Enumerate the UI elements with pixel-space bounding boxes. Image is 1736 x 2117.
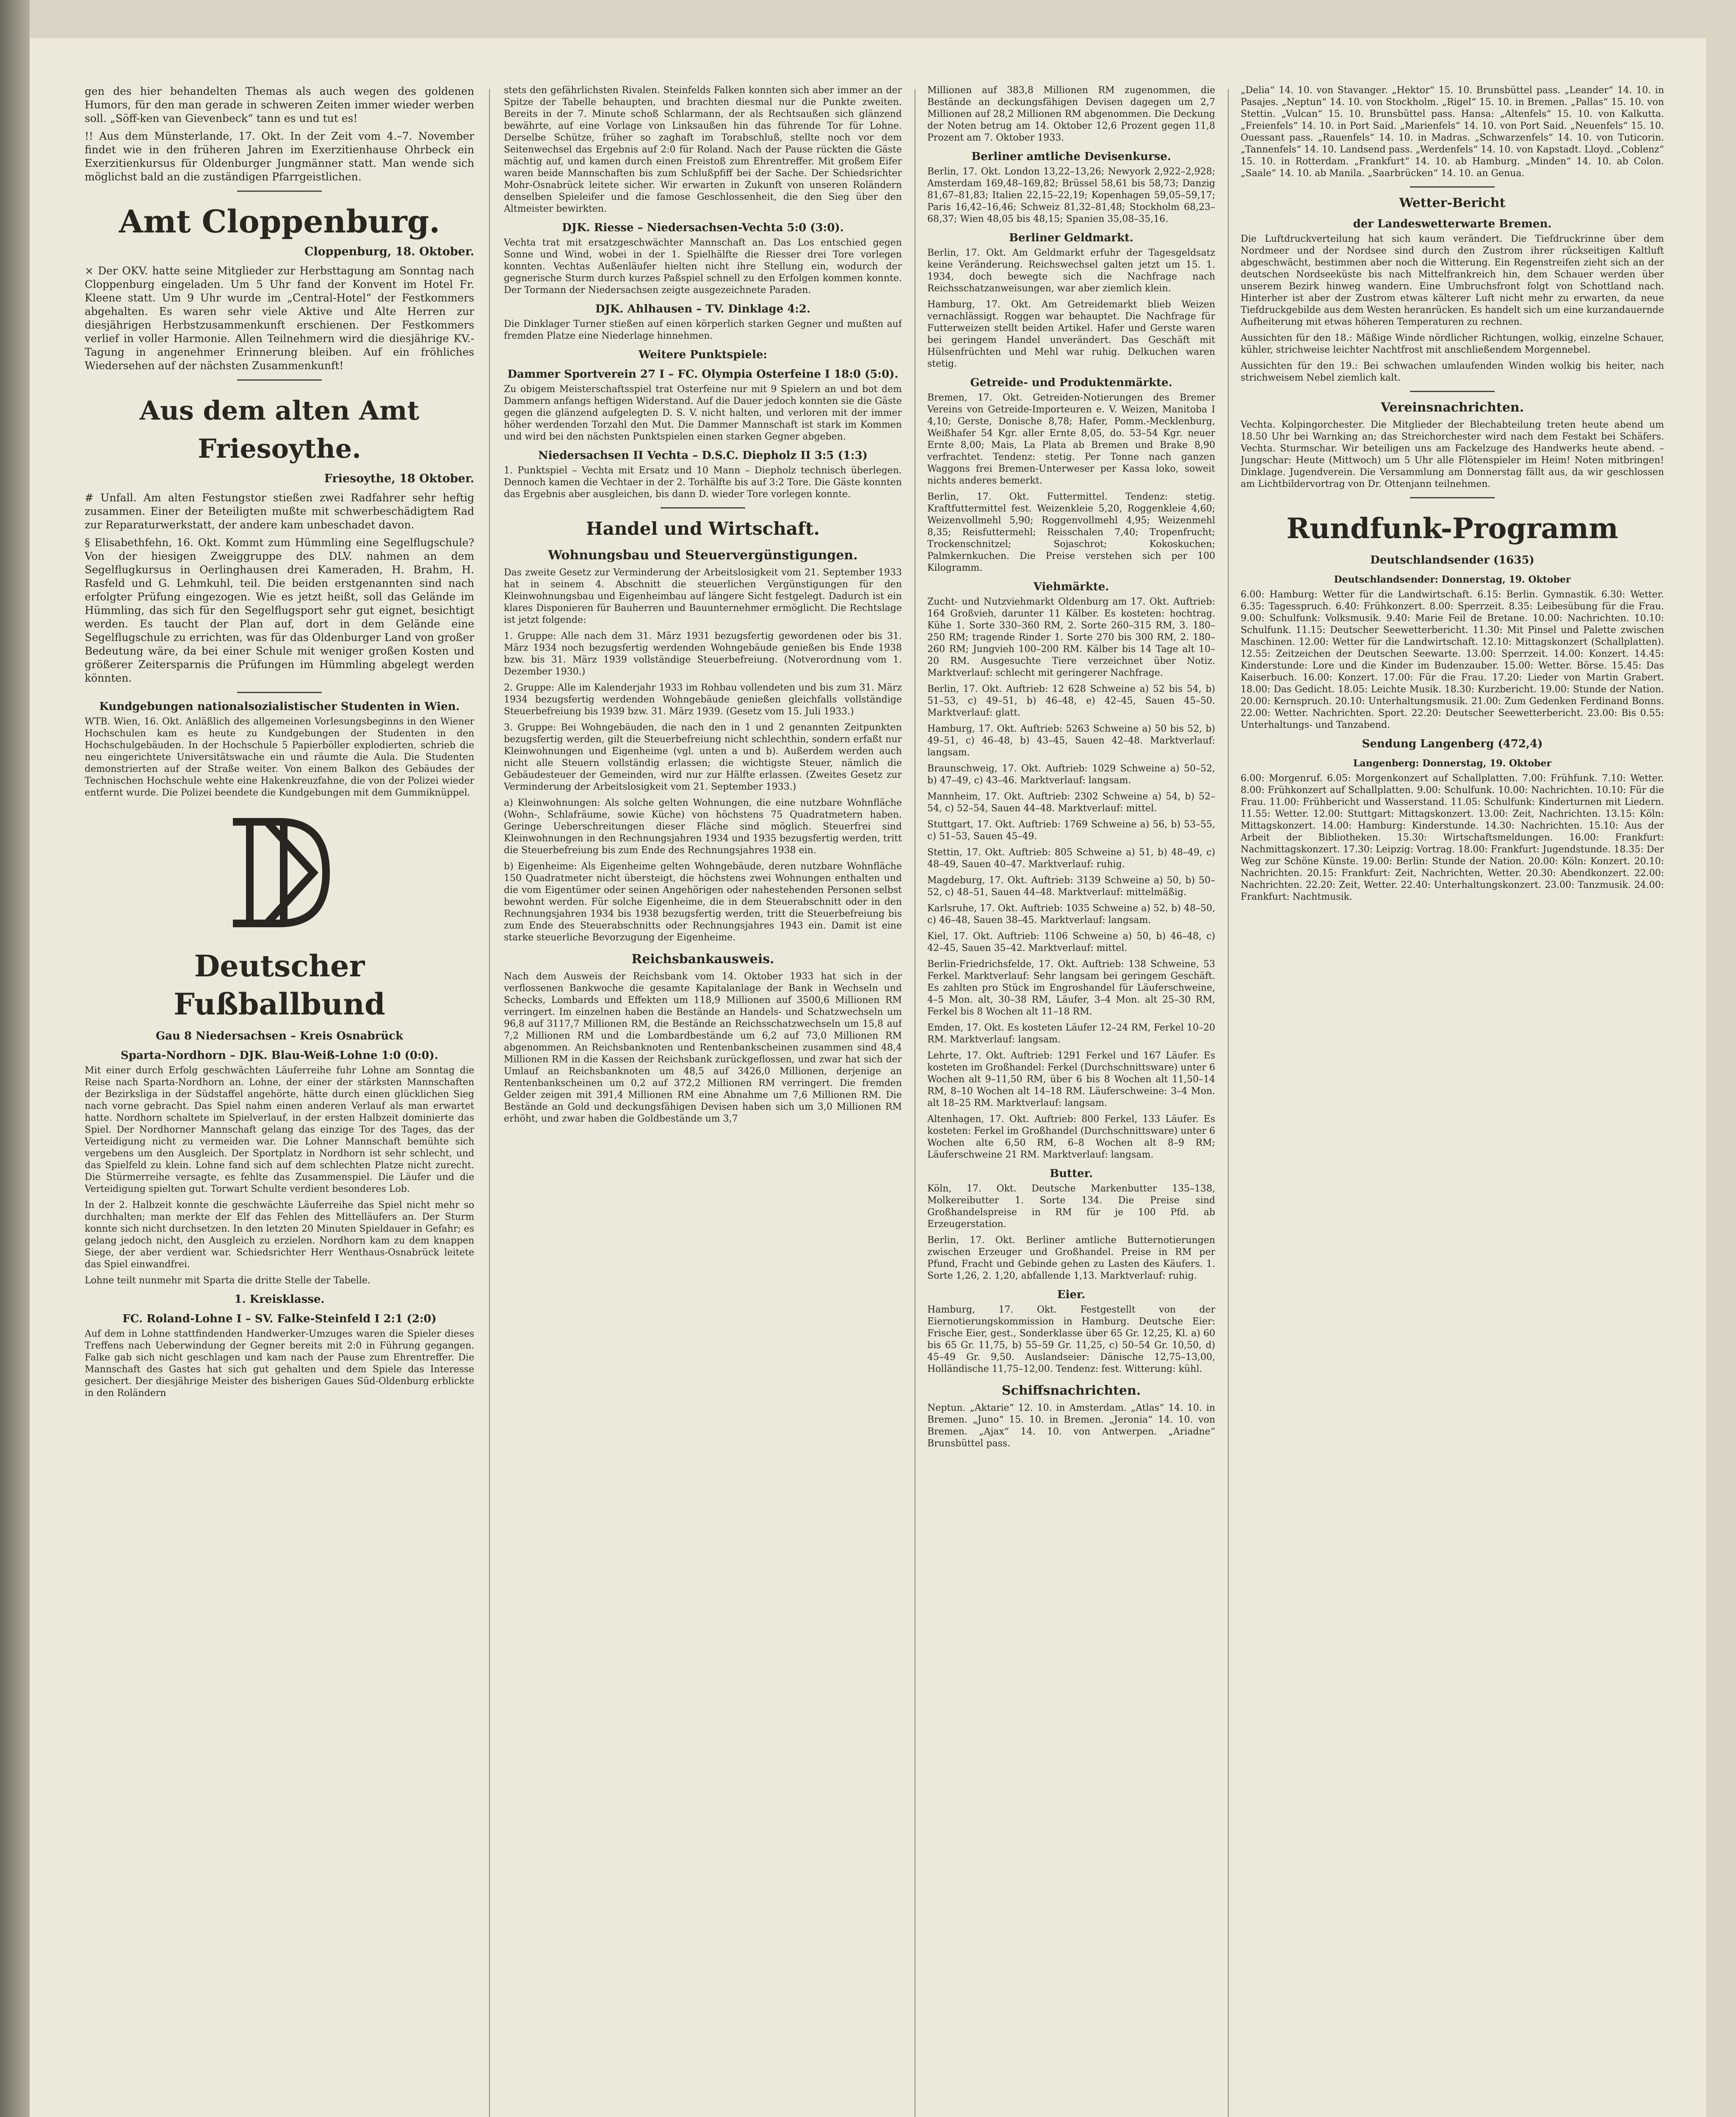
market-report: Emden, 17. Okt. Es kosteten Läufer 12–24 RM, Ferkel 10–20 RM. Marktverlauf: langsam. xyxy=(927,1023,1215,1045)
separator-rule xyxy=(1410,391,1495,392)
article-text: Berlin, 17. Okt. London 13,22–13,26; Newyork 2,922–2,928; Amsterdam 169,48–169,82; Brüssel 58,61 bis 58,73; Danzig 81,67–81,83; Italien 22,15–22,19; Kopenhagen 59,05–59,17; Paris 16,42–16,46; Schweiz 81,32–81,48; Stockholm 68,23–68,37; Wien 48,05 bis 48,15; Spanien 35,08–35,16. xyxy=(927,166,1215,224)
article-text: Zucht- und Nutzviehmarkt Oldenburg am 17. Okt. Auftrieb: 164 Großvieh, darunter 11 Kälber. Es kosteten: hochtrag. Kühe 1. Sorte 330–360 RM, 2. Sorte 260–315 RM, 3. 180–250 RM; tragende Rinder 1. Sorte 270 bis 300 RM, 2. 180–260 RM; Jungvieh 100–200 RM. Kälber bis 14 Tage alt 10–20 RM. Ausgesuchte Tiere verzeichnet über Notiz. Marktverlauf: schlecht mit geringerer Nachfrage. xyxy=(927,597,1215,678)
match-heading: DJK. Riesse – Niedersachsen-Vechta 5:0 (3:0). xyxy=(562,221,844,234)
separator-rule xyxy=(1410,497,1495,498)
article-text: 1. Punktspiel – Vechta mit Ersatz und 10 Mann – Diepholz technisch überlegen. Dennoch kamen die Vechtaer in der 2. Torhälfte bis auf 3:2 Tore. Die Gäste konnten das Ergebnis aber ausgleichen, bis dann D. wieder Tore vorlegen konnte. xyxy=(504,465,902,500)
section-heading: Handel und Wirtschaft. xyxy=(586,518,820,539)
market-report: Karlsruhe, 17. Okt. Auftrieb: 1035 Schweine a) 52, b) 48–50, c) 46–48, Sauen 38–45. Marktverlauf: langsam. xyxy=(927,903,1215,926)
program-date: Langenberg: Donnerstag, 19. Oktober xyxy=(1353,758,1552,769)
section-heading: Aus dem alten Amt Friesoythe. xyxy=(139,395,420,464)
market-report: Magdeburg, 17. Okt. Auftrieb: 3139 Schweine a) 50, b) 50–52, c) 48–51, Sauen 44–48. Marktverlauf: mittelmäßig. xyxy=(927,875,1215,898)
article-heading: Sendung Langenberg (472,4) xyxy=(1362,738,1543,750)
article-heading: Wohnungsbau und Steuervergünstigungen. xyxy=(548,548,858,563)
radio-program: 6.00: Hamburg: Wetter für die Landwirtschaft. 6.15: Berlin. Gymnastik. 6.30: Wetter. 6.35: Tagesspruch. 6.40: Frühkonzert. 8.00: Sperrzeit. 8.35: Leibesübung für die Frau. 9.00: Schulfunk: Volksmusik. 9.40: Marie Feil de Bretane. 10.00: Nachrichten. 10.10: Schulfunk. 11.15: Deutscher Seewetterbericht. 11.30: Mit Pinsel und Palette zwischen Maschinen. 12.00: Wetter für die Landwirtschaft. 12.10: Mittagskonzert (Schallplatten). 12.55: Zeitzeichen der Deutschen Seewarte. 13.00: Sperrzeit. 14.00: Konzert. 14.45: Kinderstunde: Lore und die Kinder im Budenzauber. 15.00: Wetter. Börse. 15.45: Das Kaiserbuch. 16.00: Konzert. 17.00: Für die Frau. 17.20: Lieder von Martin Grabert. 18.00: Das Gedicht. 18.05: Leichte Musik. 18.30: Kurzbericht. 19.00: Stunde der Nation. 20.00: Kernspruch. 20.10: Unterhaltungsmusik. 21.00: Zum Gedenken Ferdinand Bonns. 22.00: Wetter. Nachrichten. Sport. 22.20: Deutscher Seewetterbericht. 23.00: Bis 0.55: Unterhaltungs- und Tanzabend. xyxy=(1241,589,1664,730)
market-report: Berlin-Friedrichsfelde, 17. Okt. Auftrieb: 138 Schweine, 53 Ferkel. Marktverlauf: Sehr langsam bei geringem Geschäft. Es zahlten pro Stück im Engroshandel für Läuferschweine, 4–5 Mon. alt, 30–38 RM, Läufer, 3–4 Mon. alt 25–30 RM, Ferkel bis 8 Wochen alt 11–18 RM. xyxy=(927,959,1215,1017)
article-text: a) Kleinwohnungen: Als solche gelten Wohnungen, die eine nutzbare Wohnfläche (Wohn-, Schlafräume, sowie Küche) von höchstens 75 Quadratmetern haben. Geringe Ueberschreitungen dieser Fläche sind möglich. Steuerfrei sind Kleinwohnungen in den Rechnungsjahren 1934 und 1935 bezugsfertig werden, tritt die Steuerbefreiung bis zum Ende des Rechnungsjahres 1938 ein. xyxy=(504,798,902,856)
article-text: „Delia“ 14. 10. von Stavanger. „Hektor“ 15. 10. Brunsbüttel pass. „Leander“ 14. 10. in Pasajes. „Neptun“ 14. 10. von Stockholm. „Rigel“ 15. 10. in Bremen. „Pallas“ 15. 10. von Stettin. „Vulcan“ 15. 10. Brunsbüttel pass. Hansa: „Altenfels“ 15. 10. von Kalkutta. „Freienfels“ 14. 10. in Port Said. „Marienfels“ 14. 10. von Port Said. „Neuenfels“ 15. 10. Ouessant pass. „Rauenfels“ 14. 10. in Madras. „Schwarzenfels“ 14. 10. von Tuticorin. „Tannenfels“ 14. 10. Landsend pass. „Werdenfels“ 14. 10. von Kapstadt. Lloyd. „Coblenz“ 15. 10. in Rotterdam. „Frankfurt“ 14. 10. ab Hamburg. „Minden“ 14. 10. ab Colon. „Saale“ 14. 10. ab Manila. „Saarbrücken“ 14. 10. an Genua. xyxy=(1241,85,1664,179)
article-heading: Reichsbankausweis. xyxy=(631,952,774,967)
section-heading: Schiffsnachrichten. xyxy=(1001,1383,1141,1398)
article-text: Millionen auf 383,8 Millionen RM zugenommen, die Bestände an deckungsfähigen Devisen dagegen um 2,7 Millionen auf 28,2 Millionen RM abgenommen. Die Deckung der Noten betrug am 14. Oktober 12,6 Prozent gegen 11,8 Prozent am 7. Oktober 1933. xyxy=(927,85,1215,143)
article-text: Vechta trat mit ersatzgeschwächter Mannschaft an. Das Los entschied gegen Sonne und Wind, wobei in der 1. Spielhälfte die Riesser drei Tore vorlegen konnten. Vechtas Außenläufer hielten nicht ihre Stellung ein, wodurch der gegnerische Sturm durch kurzes Paßspiel schnell zu den Erfolgen kommen konnte. Der Tormann der Niedersachsen zeigte ausgezeichnete Paraden. xyxy=(504,238,902,296)
article-text: WTB. Wien, 16. Okt. Anläßlich des allgemeinen Vorlesungsbeginns in den Wiener Hochschulen kam es heute zu Kundgebungen der Studenten in den Hochschulgebäuden. In der Hochschule 5 Papierböller explodierten, schrieb die neu eingerichtete Universitätswache ein und räumte die Aula. Die Studenten demonstrierten auf der Straße weiter. Von einem Balkon des Gebäudes der Technischen Hochschule wehte eine Hakenkreuzfahne, die von der Polizei wieder entfernt wurde. Die Polizei beendete die Kundgebungen mit dem Gummiknüppel. xyxy=(85,716,474,798)
newspaper-page xyxy=(30,38,1706,2117)
separator-rule xyxy=(237,191,322,192)
match-heading: DJK. Ahlhausen – TV. Dinklage 4:2. xyxy=(595,303,811,315)
section-heading: Amt Cloppenburg. xyxy=(119,204,440,240)
column-2 xyxy=(504,85,902,1129)
market-report: Stuttgart, 17. Okt. Auftrieb: 1769 Schweine a) 56, b) 53–55, c) 51–53, Sauen 45–49. xyxy=(927,819,1215,842)
match-heading: FC. Roland-Lohne I – SV. Falke-Steinfeld I 2:1 (2:0) xyxy=(122,1313,437,1325)
article-text: Zu obigem Meisterschaftsspiel trat Osterfeine nur mit 9 Spielern an und bot dem Dammern anfangs heftigen Widerstand. Auf die Dauer jedoch konnten sie die Gäste gegen die glänzend aufgelegten D. S. V. nicht halten, und verloren mit der immer höher werdenden Torzahl den Mut. Die Dammer Mannschaft ist stark im Kommen und wird bei den nächsten Punktspielen einen starken Gegner abgeben. xyxy=(504,384,902,442)
market-report: Altenhagen, 17. Okt. Auftrieb: 800 Ferkel, 133 Läufer. Es kosteten: Ferkel im Großhandel (Durchschnittsware) unter 6 Wochen alte 6,50 RM, 6–8 Wochen alt 8–9 RM; Läuferschweine 21 RM. Marktverlauf: langsam. xyxy=(927,1114,1215,1160)
market-report: Stettin, 17. Okt. Auftrieb: 805 Schweine a) 51, b) 48–49, c) 48–49, Sauen 40–47. Marktverlauf: ruhig. xyxy=(927,847,1215,870)
article-text: 3. Gruppe: Bei Wohngebäuden, die nach den in 1 und 2 genannten Zeitpunkten bezugsfertig werden, gilt die Steuerbefreiung nicht schlechthin, sondern erfaßt nur Kleinwohnungen und Eigenheime (vgl. unten a und b). Außerdem werden auch nicht alle Steuern vollständig erlassen; die wichtigste Steuer, nämlich die Gebäudesteuer der Gemeinden, wird nur zur Hälfte erlassen. (Zweites Gesetz zur Verminderung der Arbeitslosigkeit vom 21. September 1933.) xyxy=(504,722,902,792)
article-heading: Berliner amtliche Devisenkurse. xyxy=(971,150,1171,163)
section-heading: Rundfunk-Programm xyxy=(1286,512,1618,545)
market-report: Berlin, 17. Okt. Auftrieb: 12 628 Schweine a) 52 bis 54, b) 51–53, c) 49–51, b) 46–48, e) 42–45, Sauen 45–50. Marktverlauf: glatt. xyxy=(927,684,1215,718)
article-text: In der 2. Halbzeit konnte die geschwächte Läuferreihe das Spiel nicht mehr so durchhalten; man merkte der Elf das Fehlen des Mittelläufers an. Der Sturm konnte sich nicht durchsetzen. In den letzten 20 Minuten Spieldauer in Gefahr; es gelang jedoch nicht, den Ausgleich zu erzielen. Nordhorn kam zu dem knappen Siege, der aber verdient war. Schiedsrichter Herr Wenthaus-Osnabrück leitete das Spiel einwandfrei. xyxy=(85,1200,474,1270)
article-text: Die Luftdruckverteilung hat sich kaum verändert. Die Tiefdruckrinne über dem Nordmeer und der Nordsee sind durch den Zustrom ihrer rückseitigen Kaltluft abgeschwächt, bestimmen aber noch die Witterung. Ein Regenstreifen zieht sich an der deutschen Nordseeküste bis nach Mittelfrankreich hin, dem Schauer werden über unserem Bezirk hinweg wandern. Eine Umbruchsfront folgt von Schottland nach. Hinterher ist aber der Zustrom etwas kälterer Luft nicht mehr zu erwarten, da neue Tiefdruckgebilde aus dem Westen heranrücken. Es handelt sich um eine kurzandauernde Aufheiterung mit etwas höheren Temperaturen zu rechnen. xyxy=(1241,234,1664,327)
article-subheading: der Landeswetterwarte Bremen. xyxy=(1353,218,1552,230)
article-heading: Butter. xyxy=(1050,1167,1093,1180)
market-report: Berlin, 17. Okt. Berliner amtliche Butternotierungen zwischen Erzeuger und Großhandel. Preise in RM per Pfund, Fracht und Gebinde gehen zu Lasten des Käufers. 1. Sorte 1,26, 2. 1,20, abfallende 1,13. Marktverlauf: ruhig. xyxy=(927,1235,1215,1281)
article-text: Berlin, 17. Okt. Am Geldmarkt erfuhr der Tagesgeldsatz keine Veränderung. Reichswechsel galten jetzt um 15. 1. 1934, doch bewegte sich die Nachfrage nach Reichsschatzanweisungen, war aber ziemlich klein. xyxy=(927,248,1215,294)
radio-program: 6.00: Morgenruf. 6.05: Morgenkonzert auf Schallplatten. 7.00: Frühfunk. 7.10: Wetter. 8.00: Frühkonzert auf Schallplatten. 9.00: Schulfunk. 10.00: Nachrichten. 10.10: Für die Frau. 11.00: Frühbericht und Wasserstand. 11.05: Schulfunk: Kinderturnen mit Liedern. 11.55: Wetter. 12.00: Stuttgart: Mittagskonzert. 13.00: Zeit, Nachrichten. 13.15: Köln: Mittagskonzert. 14.00: Hamburg: Kinderstunde. 14.30: Nachrichten. 15.10: Aus der Arbeit der Bibliotheken. 15.30: Wirtschaftsmeldungen. 16.00: Frankfurt: Nachmittagskonzert. 17.30: Leipzig: Vortrag. 18.00: Frankfurt: Jugendstunde. 18.35: Der Weg zur Schöne Künste. 19.00: Berlin: Stunde der Nation. 20.00: Köln: Konzert. 20.10: Nachrichten. 20.15: Frankfurt: Zeit, Nachrichten, Wetter. 20.30: Abendkonzert. 22.00: Nachrichten. 22.20: Zeit, Wetter. 22.40: Unterhaltungskonzert. 23.00: Tanzmusik. 24.00: Frankfurt: Nachtmusik. xyxy=(1241,773,1664,902)
article-text: Neptun. „Aktarie“ 12. 10. in Amsterdam. „Atlas“ 14. 10. in Bremen. „Juno“ 15. 10. in Bremen. „Jeronia“ 14. 10. von Bremen. „Ajax“ 14. 10. von Antwerpen. „Ariadne“ Brunsbüttel pass. xyxy=(927,1403,1215,1449)
match-heading: Dammer Sportverein 27 I – FC. Olympia Osterfeine I 18:0 (5:0). xyxy=(507,368,898,381)
article-text: Aussichten für den 19.: Bei schwachen umlaufenden Winden wolkig bis heiter, nach strichweisem Nebel ziemlich kalt. xyxy=(1241,361,1664,383)
article-text: 1. Gruppe: Alle nach dem 31. März 1931 bezugsfertig gewordenen oder bis 31. März 1934 noch bezugsfertig werdenden Wohngebäude genießen bis Ende 1938 bzw. bis 31. März 1939 vollständige Steuerbefreiung. (Notverordnung vom 1. Dezember 1930.) xyxy=(504,631,902,677)
separator-rule xyxy=(237,379,322,381)
article-heading: Gau 8 Niedersachsen – Kreis Osnabrück xyxy=(155,1030,404,1042)
article-text: Berlin, 17. Okt. Futtermittel. Tendenz: stetig. Kraftfuttermittel fest. Weizenkleie 5,20, Roggenkleie 4,60; Weizenvollmehl 5,90; Roggenvollmehl 4,95; Weizenmehl 8,35; Reisfuttermehl; Reisschalen 7,40; Tropenfrucht; Trockenschnitzel; Sojaschrot; Kokoskuchen; Palmkernkuchen. Die Preise verstehen sich per 100 Kilogramm. xyxy=(927,492,1215,573)
article-heading: Berliner Geldmarkt. xyxy=(1009,232,1134,244)
article-heading: Viehmärkte. xyxy=(1033,580,1109,593)
market-report: Hamburg, 17. Okt. Auftrieb: 5263 Schweine a) 50 bis 52, b) 49–51, c) 46–48, b) 43–45, Sauen 42–48. Marktverlauf: langsam. xyxy=(927,724,1215,758)
binding-edge xyxy=(0,0,30,2117)
market-report: Lehrte, 17. Okt. Auftrieb: 1291 Ferkel und 167 Läufer. Es kosteten im Großhandel: Ferkel (Durchschnittsware) unter 6 Wochen alt 9–11,50 RM, über 6 bis 8 Wochen alt 11,50–14 RM, 8–10 Wochen alt 14–18 RM. Läuferschweine: 3–4 Mon. alt 18–25 RM. Marktverlauf: langsam. xyxy=(927,1050,1215,1108)
separator-rule xyxy=(237,692,322,693)
article-text: § Elisabethfehn, 16. Okt. Kommt zum Hümmling eine Segelflugschule? Von der hiesigen Zweiggruppe des DLV. nahmen an dem Segelflugkursus in Oerlinghausen drei Kameraden, H. Brahm, H. Rasfeld und G. Lehmkuhl, teil. Die beiden erstgenannten sind nach erfolgter Prüfung eingezogen. Wie es jetzt heißt, soll das Gelände im Hümmling, das sich für den Segelflugsport sehr gut eignet, besichtigt werden. Es taucht der Plan auf, dort in dem Gelände eine Segelflugschule zu errichten, was für das Oldenburger Land von großer Bedeutung wäre, da bei einer Schule mit weniger großen Kosten und größerer Zeitersparnis die Prüfungen im Hümmling abgelegt werden könnten. xyxy=(85,536,474,684)
column-3 xyxy=(927,85,1215,1454)
article-text: Das zweite Gesetz zur Verminderung der Arbeitslosigkeit vom 21. September 1933 hat in seinem 4. Abschnitt die steuerlichen Vergünstigungen für den Kleinwohnungsbau und Eigenheimbau auf längere Sicht festgelegt. Dadurch ist ein klares Disponieren für Bauherren und Bauunternehmer ermöglicht. Die Rechtslage ist jetzt folgende: xyxy=(504,567,902,625)
article-text: Hamburg, 17. Okt. Am Getreidemarkt blieb Weizen vernachlässigt. Roggen war behauptet. Die Nachfrage für Futterweizen stellt beiden Artikel. Hafer und Gerste waren bei geringem Handel unverändert. Das Geschäft mit Hülsenfrüchten und Mehl war ruhig. Delkuchen waren stetig. xyxy=(927,299,1215,369)
article-text: Lohne teilt nunmehr mit Sparta die dritte Stelle der Tabelle. xyxy=(85,1275,370,1286)
article-heading: Deutschlandsender (1635) xyxy=(1370,554,1534,567)
article-text: Auf dem in Lohne stattfindenden Handwerker-Umzuges waren die Spieler dieses Treffens nach Ueberwindung der Gegner bereits mit 2:0 in Führung gegangen. Falke gab sich nicht geschlagen und kam nach der Pause zum Ehrentreffer. Die Mannschaft des Gastes hat sich gut gehalten und dem Spiele das Interesse gesichert. Der diesjährige Meister des bisherigen Gaues Süd-Oldenburg erblickte in den Roländern xyxy=(85,1329,474,1398)
article-heading: Kundgebungen nationalsozialistischer Studenten in Wien. xyxy=(99,700,460,713)
article-text: 2. Gruppe: Alle im Kalenderjahr 1933 im Rohbau vollendeten und bis zum 31. März 1934 bezugsfertig werdenden Wohngebäude genießen gleichfalls vollständige Steuerbefreiung bis 1939 bzw. 31. März 1939. (Gesetz vom 15. Juli 1933.) xyxy=(504,683,902,717)
column-rule xyxy=(489,89,490,2117)
program-date: Deutschlandsender: Donnerstag, 19. Oktober xyxy=(1334,574,1571,585)
market-report: Köln, 17. Okt. Deutsche Markenbutter 135–138, Molkereibutter 1. Sorte 134. Die Preise sind Großhandelspreise in RM für je 100 Pfd. ab Erzeugerstation. xyxy=(927,1183,1215,1230)
article-text: Mit einer durch Erfolg geschwächten Läuferreihe fuhr Lohne am Sonntag die Reise nach Sparta-Nordhorn an. Lohne, der einer der stärksten Mannschaften der Bezirksliga in der Südstaffel angehörte, hätte durch einen glücklichen Sieg nach vorne gebracht. Das Spiel nahm einen anderen Verlauf als man erwartet hatte. Nordhorn schaltete im Spielverlauf, in der ersten Halbzeit dominierte das Spiel. Der Nordhorner Mannschaft gelang das einzige Tor des Tages, das der Verteidigung nicht zu vermeiden war. Die Lohner Mannschaft bemühte sich vergebens um den Ausgleich. Der Sportplatz in Nordhorn ist sehr schlecht, und das Spielfeld zu klein. Lohne fand sich auf dem schlechten Platze nicht zurecht. Die Stürmerreihe versagte, es fehlte das Zusammenspiel. Die Läufer und die Verteidigung spielten gut. Torwart Schulte verdient besonderes Lob. xyxy=(85,1065,474,1194)
dateline: Friesoythe, 18 Oktober. xyxy=(324,472,474,485)
separator-rule xyxy=(1410,186,1495,188)
article-text: Aussichten für den 18.: Mäßige Winde nördlicher Richtungen, wolkig, einzelne Schauer, kühler, strichweise leichter Nachtfrost mit anschließendem Morgennebel. xyxy=(1241,333,1664,355)
market-report: Hamburg, 17. Okt. Festgestellt von der Eiernotierungskommission in Hamburg. Deutsche Eier: Frische Eier, gest., Sonderklasse über 65 Gr. 12,25, Kl. a) 60 bis 65 Gr. 11,75, b) 55–59 Gr. 11,25, c) 50–54 Gr. 10,50, d) 45–49 Gr. 9,50. Auslandseier: Dänische 12,75–13,00, Holländische 11,75–12,00. Tendenz: fest. Witterung: kühl. xyxy=(927,1304,1215,1374)
article-text: # Unfall. Am alten Festungstor stießen zwei Radfahrer sehr heftig zusammen. Einer der Beteiligten mußte mit schwerbeschädigtem Rad zur Reparaturwerkstatt, der andere kam unbeschadet davon. xyxy=(85,492,474,531)
article-heading: Eier. xyxy=(1057,1288,1086,1301)
article-text: Vechta. Kolpingorchester. Die Mitglieder der Blechabteilung treten heute abend um 18.50 Uhr bei Warnking an; das Streichorchester wird nach dem Festakt bei Schäfers. Vechta. Sturmschar. Wir beteiligen uns am Fackelzuge des Handwerks heute abend. – Jungschar: Heute (Mittwoch) um 5 Uhr alle Flötenspieler im Heim! Noten mitbringen! Dinklage. Jugendverein. Die Versammlung am Donnerstag fällt aus, da wir geschlossen am Lichtbildervortrag von Dr. Ottenjann teilnehmen. xyxy=(1241,420,1664,489)
section-heading: Wetter-Bericht xyxy=(1399,196,1506,210)
market-report: Kiel, 17. Okt. Auftrieb: 1106 Schweine a) 50, b) 46–48, c) 42–45, Sauen 35–42. Marktverlauf: mittel. xyxy=(927,931,1215,953)
market-report: Braunschweig, 17. Okt. Auftrieb: 1029 Schweine a) 50–52, b) 47–49, c) 43–46. Marktverlauf: langsam. xyxy=(927,763,1215,786)
column-4 xyxy=(1241,85,1664,907)
section-heading: Deutscher Fußballbund xyxy=(174,948,385,1022)
article-text: !! Aus dem Münsterlande, 17. Okt. In der Zeit vom 4.–7. November findet wie in den früheren Jahren im Exerzitienhause Ohrbeck ein Exerzitienkursus für Oldenburger Jungmänner statt. Man wende sich möglichst bald an die zuständigen Pfarrgeistlichen. xyxy=(85,130,474,183)
section-heading: Vereinsnachrichten. xyxy=(1380,400,1524,415)
dfb-eagle-logo-icon xyxy=(216,809,343,936)
article-heading: Weitere Punktspiele: xyxy=(639,348,767,361)
article-text: Nach dem Ausweis der Reichsbank vom 14. Oktober 1933 hat sich in der verflossenen Bankwoche die gesamte Kapitalanlage der Bank in Wechseln und Schecks, Lombards und Effekten um 118,9 Millionen auf 3500,6 Millionen RM verringert. Im einzelnen haben die Bestände an Handels- und Schatzwechseln um 96,8 auf 3117,7 Millionen RM, die Bestände an Reichsschatzwechseln um 15,8 auf 7,2 Millionen RM und die Lombardbestände um 6,2 auf 73,0 Millionen RM abgenommen. An Reichsbanknoten und Rentenbankscheinen zusammen sind 48,4 Millionen RM in die Kassen der Reichsbank zurückgeflossen, und zwar hat sich der Umlauf an Reichsbanknoten um 48,5 auf 3426,0 Millionen, derjenige an Rentenbankscheinen um 0,2 auf 372,2 Millionen RM verringert. Die fremden Gelder zeigen mit 391,4 Millionen RM eine Abnahme um 7,6 Millionen RM. Die Bestände an Gold und deckungsfähigen Devisen haben sich um 3,0 Millionen RM erhöht, und zwar haben die Goldbestände um 3,7 xyxy=(504,971,902,1124)
article-text: Bremen, 17. Okt. Getreiden-Notierungen des Bremer Vereins von Getreide-Importeuren e. V. Weizen, Manitoba I 4,10; Gerste, Donische 8,78; Hafer, Pomm.-Mecklenburg, Weißhafer 54 Kgr. aller Ernte 8,05, do. 53–54 Kgr. neuer Ernte 8,00; Mais, La Plata ab Bremen und Brake 8,90 verfrachtet. Tendenz: stetig. Per Tonne nach ganzen Waggons frei Bremen-Unterweser per Kassa loko, soweit nichts anderes bemerkt. xyxy=(927,392,1215,486)
column-rule xyxy=(1228,89,1229,2117)
article-heading: 1. Kreisklasse. xyxy=(234,1293,325,1306)
article-text: stets den gefährlichsten Rivalen. Steinfelds Falken konnten sich aber immer an der Spitze der Tabelle behaupten, und brachten diesmal nur die Punkte zweiten. Bereits in der 7. Minute schoß Schlarmann, der als Rechtsaußen sich glänzend bewährte, auf eine Vorlage von Linksaußen hin das führende Tor für Lohne. Derselbe Schütze, früher so zaghaft im Torabschluß, stellte noch vor dem Seitenwechsel das Ergebnis auf 2:0 für Roland. Nach der Pause rückten die Gäste mächtig auf, und kamen durch einen Freistoß zum Ehrentreffer. Mit großem Eifer waren beide Mannschaften bis zum Schlußpfiff bei der Sache. Der Schiedsrichter Mohr-Osnabrück leitete sicher. Wir erwarten in Zukunft von unseren Roländern denselben Spieleifer und die famose Geschlossenheit, die den Sieg über den Altmeister bewirkten. xyxy=(504,85,902,214)
match-heading: Sparta-Nordhorn – DJK. Blau-Weiß-Lohne 1:0 (0:0). xyxy=(121,1049,438,1062)
article-text: b) Eigenheime: Als Eigenheime gelten Wohngebäude, deren nutzbare Wohnfläche 150 Quadratmeter nicht übersteigt, die höchstens zwei Wohnungen enthalten und die vom Eigentümer oder seinen Angehörigen oder nahestehenden Personen selbst bewohnt werden. Für solche Eigenheime, die in dem Steuerabschnitt oder in den Rechnungsjahren 1934 bis 1938 bezugsfertig werden, tritt die Steuerbefreiung bis zum Ende des Steuerabschnitts oder Rechnungsjahres 1943 ein. Damit ist eine starke steuerliche Bevorzugung der Eigenheime. xyxy=(504,861,902,943)
separator-rule xyxy=(661,507,745,509)
article-text: × Der OKV. hatte seine Mitglieder zur Herbsttagung am Sonntag nach Cloppenburg eingeladen. Um 5 Uhr fand der Konvent im Hotel Fr. Kleene statt. Um 9 Uhr wurde im „Central-Hotel“ der Festkommers abgehalten. Es waren sehr viele Aktive und Alte Herren zur diesjährigen Herbstzusammenkunft erschienen. Der Festkommers verlief in voller Harmonie. Allen Teilnehmern wird die diesjährige KV.-Tagung in angenehmer Erinnerung bleiben. Auf ein fröhliches Wiedersehen auf der nächsten Zusammenkunft! xyxy=(85,265,474,372)
column-1 xyxy=(85,85,474,1404)
match-heading: Niedersachsen II Vechta – D.S.C. Diepholz II 3:5 (1:3) xyxy=(538,449,868,462)
dateline: Cloppenburg, 18. Oktober. xyxy=(304,245,474,258)
article-heading: Getreide- und Produktenmärkte. xyxy=(970,376,1172,389)
article-text: gen des hier behandelten Themas als auch wegen des goldenen Humors, für den man gerade in schweren Zeiten immer wieder werben soll. „Söff-ken van Gievenbeck“ tann es und tut es! xyxy=(85,85,474,124)
article-text: Die Dinklager Turner stießen auf einen körperlich starken Gegner und mußten auf fremden Platze eine Niederlage hinnehmen. xyxy=(504,319,902,341)
market-report: Mannheim, 17. Okt. Auftrieb: 2302 Schweine a) 54, b) 52–54, c) 52–54, Sauen 44–48. Marktverlauf: mittel. xyxy=(927,791,1215,814)
